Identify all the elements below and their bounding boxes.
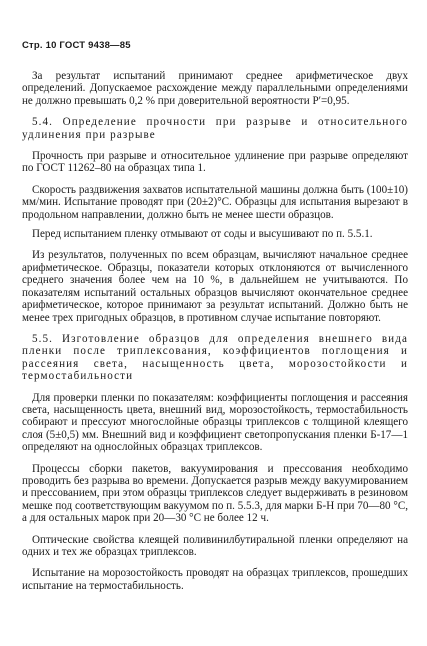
- paragraph-vacuum-process: Процессы сборки пакетов, вакуумирования и прессования необходимо проводить без разрыва во времени. Допускается разрыв между вакуумированием и прессованием, при этом образцы триплексов следует выдерживать в резиновом мешке под соответствующим вакуумом по п. 5.5.3, для марки Б-Н при 70—80 °С, а для остальных марок при 20—30 °С не более 12 ч.: [22, 462, 408, 525]
- paragraph-calculation: Из результатов, полученных по всем образцам, вычисляют начальное среднее арифметическое. Образцы, показатели которых отклоняются от вычисленного среднего значения более чем на 10 %, в дальнейшем не учитываются. По показателям испытаний остальных образцов вычисляют окончательное среднее арифметическое, которое принимают за результат испытаний. Должно быть не менее трех пригодных образцов, в противном случае испытание повторяют.: [22, 249, 408, 324]
- paragraph-frost-resistance: Испытание на морозостойкость проводят на образцах триплексов, прошедших испытание на термостабильность.: [22, 567, 408, 592]
- section-heading-5-4: 5.4. Определение прочности при разрыве и относительного удлинения при разрыве: [22, 116, 408, 141]
- paragraph-sample-assembly: Для проверки пленки по показателям: коэффициенты поглощения и рассеяния света, насыщенность цвета, внешний вид, морозостойкость, термостабильность собирают и прессуют многослойные образцы триплексов с толщиной клеящего слоя (5±0,5) мм. Внешний вид и коэффициент светопропускания пленки Б-17—1 определяют на однослойных образцах триплексов.: [22, 391, 408, 454]
- paragraph-test-speed: Скорость раздвижения захватов испытательной машины должна быть (100±10) мм/мин. Испытание проводят при (20±2)°С. Образцы для испытания вырезают в продольном направлении, должно быть не менее шести образцов.: [22, 183, 408, 221]
- paragraph-washing: Перед испытанием пленку отмывают от соды и высушивают по п. 5.5.1.: [32, 228, 373, 241]
- paragraph-optical-properties: Оптические свойства клеящей поливинилбутиральной пленки определяют на одних и тех же образцах триплексов.: [22, 533, 408, 558]
- paragraph-gost-reference: Прочность при разрыве и относительное удлинение при разрыве определяют по ГОСТ 11262–80 на образцах типа 1.: [22, 150, 408, 175]
- page-body: [22, 70, 408, 599]
- section-heading-5-5: 5.5. Изготовление образцов для определения внешнего вида пленки после триплексования, коэффициентов поглощения и рассеяния света, насыщенность цвета, морозостойкости и термостабильности: [22, 332, 408, 383]
- page-header: Стр. 10 ГОСТ 9438—85: [22, 40, 131, 51]
- paragraph-result: За результат испытаний принимают среднее арифметическое двух определений. Допускаемое расхождение между параллельными определениями не должно превышать 0,2 % при доверительной вероятности P′=0,95.: [22, 70, 408, 107]
